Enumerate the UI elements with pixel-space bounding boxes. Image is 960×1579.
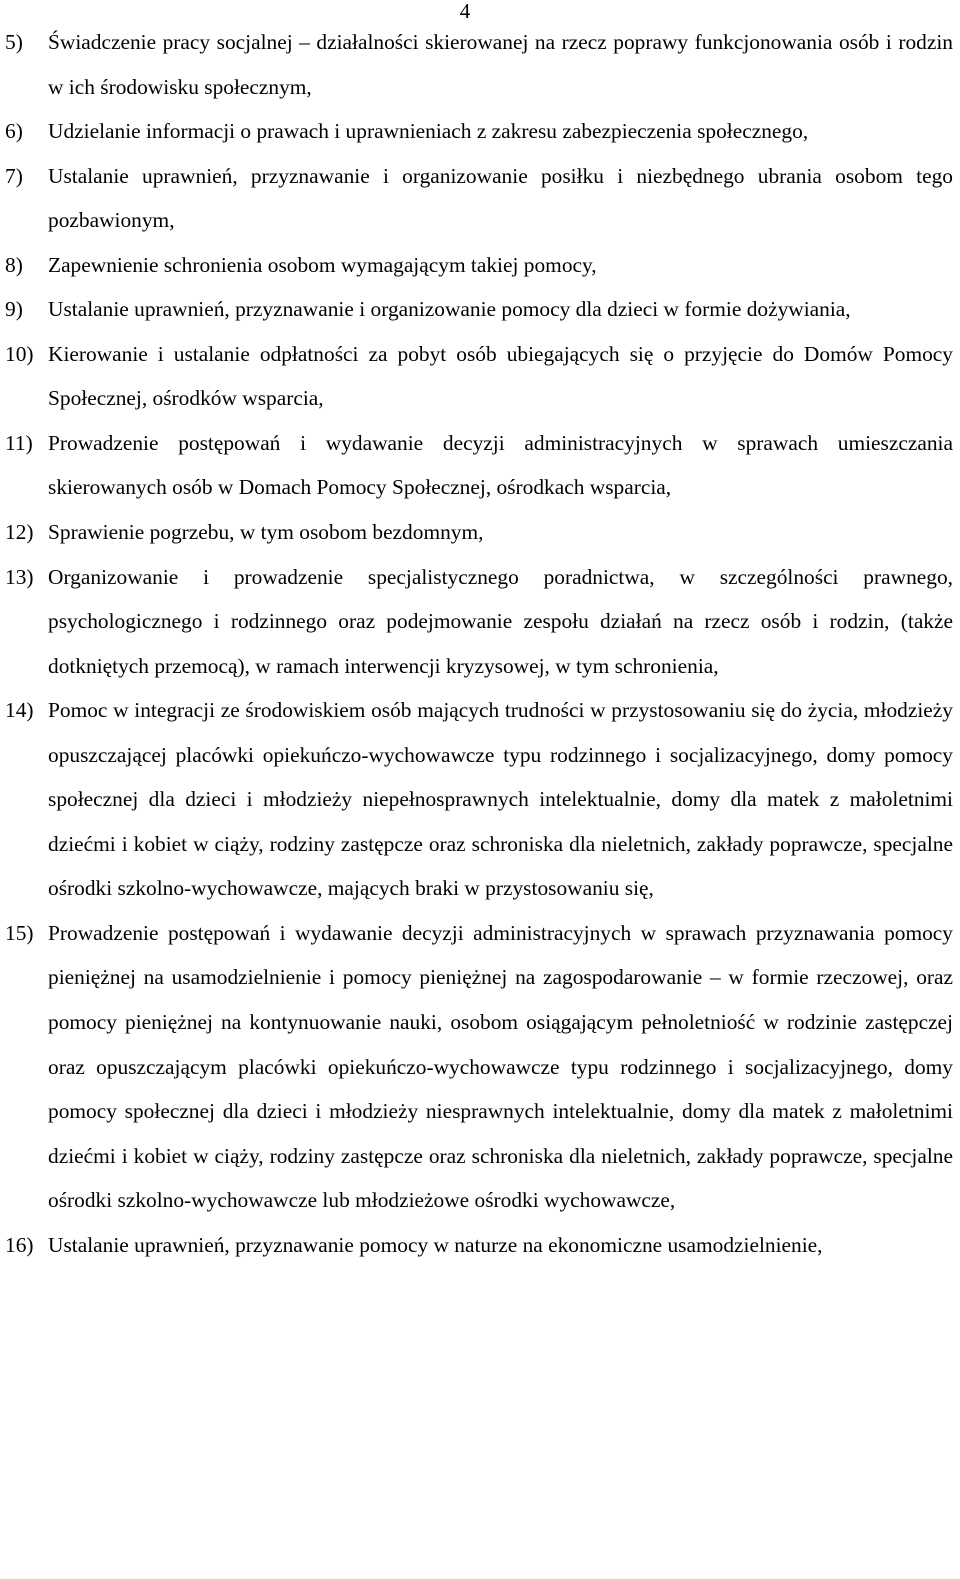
- list-item: [5, 154, 953, 243]
- list-item-text: Organizowanie i prowadzenie specjalistycznego poradnictwa, w szczególności prawnego, psychologicznego i rodzinnego oraz podejmowanie zespołu działań na rzecz osób i rodzin, (także dotkniętych przemocą), w ramach interwencji kryzysowej, w tym schronienia,: [48, 564, 953, 678]
- list-item-number: 9): [5, 297, 23, 322]
- list-item-number: 6): [5, 119, 23, 144]
- list-item-number: 10): [5, 341, 34, 366]
- list-item: [5, 911, 953, 1223]
- list-item-number: 8): [5, 252, 23, 277]
- task-list: [5, 20, 953, 1267]
- list-item: [5, 287, 953, 332]
- list-item-number: 15): [5, 920, 34, 945]
- list-item-text: Sprawienie pogrzebu, w tym osobom bezdomnym,: [48, 520, 484, 545]
- list-item: [5, 1223, 953, 1268]
- list-item-number: 14): [5, 698, 34, 723]
- list-item-text: Kierowanie i ustalanie odpłatności za pobyt osób ubiegających się o przyjęcie do Domów Pomocy Społecznej, ośrodków wsparcia,: [48, 341, 953, 411]
- list-item: [5, 688, 953, 911]
- list-item: [5, 20, 953, 109]
- list-item-number: 11): [5, 430, 33, 455]
- list-item-text: Ustalanie uprawnień, przyznawanie pomocy w naturze na ekonomiczne usamodzielnienie,: [48, 1232, 823, 1257]
- list-item-number: 13): [5, 564, 34, 589]
- list-item-text: Świadczenie pracy socjalnej – działalności skierowanej na rzecz poprawy funkcjonowania osób i rodzin w ich środowisku społecznym,: [48, 30, 953, 99]
- list-item-text: Ustalanie uprawnień, przyznawanie i organizowanie pomocy dla dzieci w formie dożywiania,: [48, 297, 851, 322]
- list-item: [5, 332, 953, 421]
- list-item-number: 5): [5, 30, 23, 54]
- list-item-text: Zapewnienie schronienia osobom wymagającym takiej pomocy,: [48, 252, 597, 277]
- list-item-text: Prowadzenie postępowań i wydawanie decyzji administracyjnych w sprawach przyznawania pomocy pieniężnej na usamodzielnienie i pomocy pieniężnej na zagospodarowanie – w formie rzeczowej, oraz pomocy pieniężnej na kontynuowanie nauki, osobom osiągającym pełnoletniość w rodzinie zastępczej oraz opuszczającym placówki opiekuńczo-wychowawcze typu rodzinnego i socjalizacyjnego, domy pomocy społecznej dla dzieci i młodzieży niesprawnych intelektualnie, domy dla matek z małoletnimi dziećmi i kobiet w ciąży, rodziny zastępcze oraz schroniska dla nieletnich, zakłady poprawcze, specjalne ośrodki szkolno-wychowawcze lub młodzieżowe ośrodki wychowawcze,: [48, 920, 953, 1213]
- list-item: [5, 421, 953, 510]
- page-number: 4: [459, 0, 471, 23]
- list-item-number: 12): [5, 520, 34, 545]
- list-item-text: Prowadzenie postępowań i wydawanie decyzji administracyjnych w sprawach umieszczania skierowanych osób w Domach Pomocy Społecznej, ośrodkach wsparcia,: [48, 430, 953, 500]
- list-item-number: 7): [5, 163, 23, 188]
- list-item: [5, 243, 953, 288]
- list-item: [5, 109, 953, 154]
- list-item-number: 16): [5, 1232, 34, 1257]
- list-item-text: Ustalanie uprawnień, przyznawanie i organizowanie posiłku i niezbędnego ubrania osobom tego pozbawionym,: [48, 163, 953, 233]
- list-item: [5, 510, 953, 555]
- list-item: [5, 555, 953, 689]
- list-item-text: Udzielanie informacji o prawach i uprawnieniach z zakresu zabezpieczenia społecznego,: [48, 119, 809, 144]
- list-item-text: Pomoc w integracji ze środowiskiem osób mających trudności w przystosowaniu się do życia, młodzieży opuszczającej placówki opiekuńczo-wychowawcze typu rodzinnego i socjalizacyjnego, domy pomocy społecznej dla dzieci i młodzieży niepełnosprawnych intelektualnie, domy dla matek z małoletnimi dziećmi i kobiet w ciąży, rodziny zastępcze oraz schroniska dla nieletnich, zakłady poprawcze, specjalne ośrodki szkolno-wychowawcze, mających braki w przystosowaniu się,: [48, 698, 953, 901]
